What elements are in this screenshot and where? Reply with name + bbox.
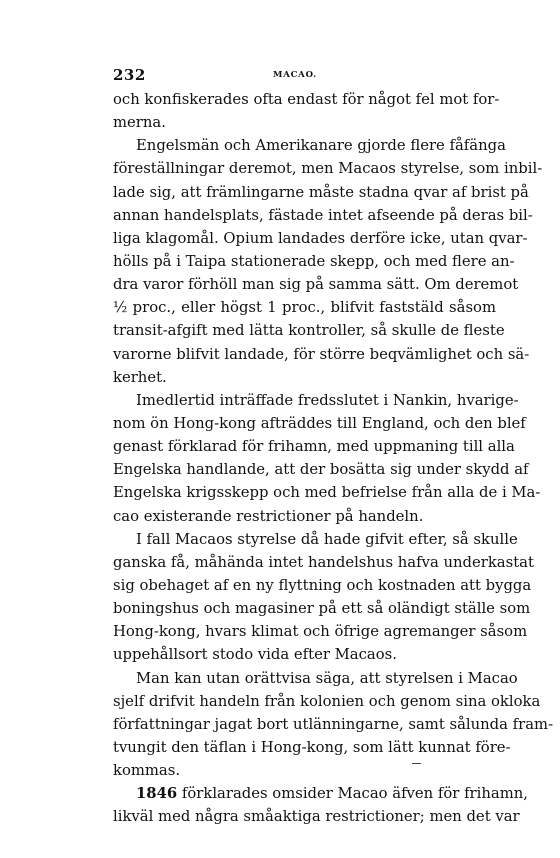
text-line: kerhet. [113,368,167,386]
running-head: MACAO. [273,70,318,80]
text-line: lade sig, att främlingarne måste stadna qvar af brist på [113,183,529,201]
text-line: Imedlertid inträffade fredsslutet i Nankin, hvarige- [136,391,519,409]
text-line: ganska få, måhända intet handelshus hafva underkastat [113,553,534,571]
text-line: Engelska handlande, att der bosätta sig under skydd af [113,461,529,479]
text-line: varorne blifvit landade, för större beqvämlighet och sä- [113,345,530,363]
catchword-dash [412,763,421,764]
text-line: annan handelsplats, fästade intet afseende på deras bil- [113,206,533,224]
text-line: boningshus och magasiner på ett så oländigt ställe som [113,600,531,618]
text-line: genast förklarad för frihamn, med uppmaning till alla [113,438,515,456]
text-line: dra varor förhöll man sig på samma sätt. Om deremot [113,276,519,294]
text-line: liga klagomål. Opium landades derföre icke, utan qvar- [113,229,528,247]
text-line: likväl med några småaktiga restrictioner; men det var [113,808,520,826]
text-line: ½ proc., eller högst 1 proc., blifvit faststäld såsom [113,299,496,317]
body-text [113,88,554,829]
text-line: sjelf drifvit handeln från kolonien och genom sina okloka [113,692,541,710]
text-line: författningar jagat bort utlänningarne, samt sålunda fram- [113,715,554,733]
text-line: kommas. [113,762,181,780]
text-line: föreställningar deremot, men Macaos styrelse, som inbil- [113,160,543,178]
text-line: transit-afgift med lätta kontroller, så skulle de fleste [113,322,505,340]
text-line: merna. [113,114,166,132]
text-line: 1846 förklarades omsider Macao äfven för frihamn, [136,785,528,803]
text-line: tvungit den täflan i Hong-kong, som lätt kunnat före- [113,738,511,756]
text-line: cao existerande restrictioner på handeln. [113,507,424,525]
text-line: och konfiskerades ofta endast för något fel mot for- [113,91,500,108]
text-line: Man kan utan orättvisa säga, att styrelsen i Macao [136,669,518,687]
text-line: Hong-kong, hvars klimat och öfrige agremanger såsom [113,623,528,641]
text-line: sig obehaget af en ny flyttning och kostnaden att bygga [113,576,532,594]
text-line: hölls på i Taipa stationerade skepp, och med flere an- [113,252,515,270]
text-line: nom ön Hong-kong afträddes till England, och den blef [113,414,526,432]
page-header [113,66,495,88]
page-number: 232 [113,66,146,84]
text-line: Engelska krigsskepp och med befrielse från alla de i Ma- [113,484,541,502]
year-bold: 1846 [136,785,178,803]
text-line: uppehållsort stodo vida efter Macaos. [113,646,397,664]
text-line: I fall Macaos styrelse då hade gifvit efter, så skulle [136,530,518,548]
text-line: Engelsmän och Amerikanare gjorde flere fåfänga [136,137,506,155]
